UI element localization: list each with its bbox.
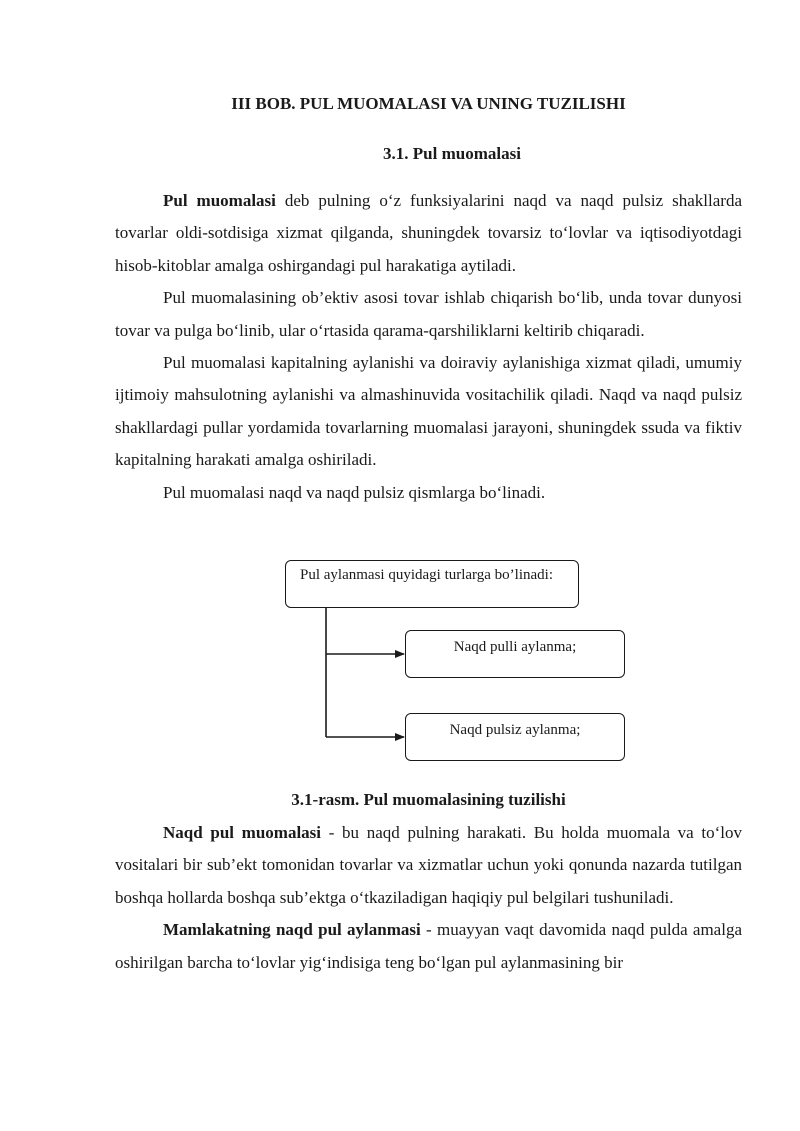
paragraph	[115, 282, 742, 347]
chapter-title: III BOB. PUL MUOMALASI VA UNING TUZILISHI	[231, 94, 626, 113]
paragraph	[115, 185, 742, 282]
term-bold: Mamlakatning naqd pul aylanmasi	[163, 920, 421, 940]
paragraph-text: Pul muomalasi kapitalning aylanishi va doiraviy aylanishiga xizmat qiladi, umumiy ijtimoiy mahsulotning aylanishi va almashinuvida vositachilik qiladi. Naqd va naqd pulsiz shakllardagi pullar yordamida tovarlarning muomalasi jarayoni, shuningdek ssuda va fiktiv kapitalning harakati amalga oshiriladi.	[115, 353, 742, 470]
paragraph	[115, 914, 742, 979]
paragraph-text: Pul muomalasi naqd va naqd pulsiz qismlarga bo‘linadi.	[163, 482, 546, 502]
paragraph	[115, 477, 742, 509]
diagram-cash-box: Naqd pulli aylanma;	[405, 630, 625, 678]
diagram-root-box: Pul aylanmasi quyidagi turlarga bo’linadi:	[285, 560, 579, 608]
paragraph	[115, 817, 742, 914]
paragraph-text: - muayyan vaqt davomida naqd pulda amalga oshirilgan barcha to‘lovlar yig‘indisiga teng bo‘lgan pul aylanmasining bir	[115, 920, 742, 972]
diagram-noncash-box: Naqd pulsiz aylanma;	[405, 713, 625, 761]
paragraph-text: Pul muomalasining ob’ektiv asosi tovar ishlab chiqarish bo‘lib, unda tovar dunyosi tovar va pulga bo‘linib, ular o‘rtasida qarama-qarshiliklarni keltirib chiqaradi.	[115, 288, 742, 340]
figure-caption: 3.1-rasm. Pul muomalasining tuzilishi	[291, 790, 566, 809]
paragraph-text: deb pulning o‘z funksiyalarini naqd va naqd pulsiz shakllarda tovarlar oldi-sotdisiga xizmat qilganda, shuningdek tovarsiz to‘lovlar va iqtisodiyotdagi hisob-kitoblar amalga oshirgandagi pul harakatiga aytiladi.	[115, 191, 742, 275]
term-bold: Naqd pul muomalasi	[163, 823, 322, 842]
section-title: 3.1. Pul muomalasi	[383, 144, 521, 163]
paragraph	[115, 347, 742, 477]
term-bold: Pul muomalasi	[163, 191, 276, 210]
paragraph-text: - bu naqd pulning harakati. Bu holda muomala va to‘lov vositalari bir sub’ekt tomonidan tovarlar va xizmatlar uchun yoki qonunda nazarda tutilgan boshqa hollarda boshqa sub’ektga o‘tkaziladigan haqiqiy pul belgilari tushuniladi.	[115, 823, 742, 907]
body-text-top	[115, 185, 742, 509]
body-text-bottom	[115, 817, 742, 979]
